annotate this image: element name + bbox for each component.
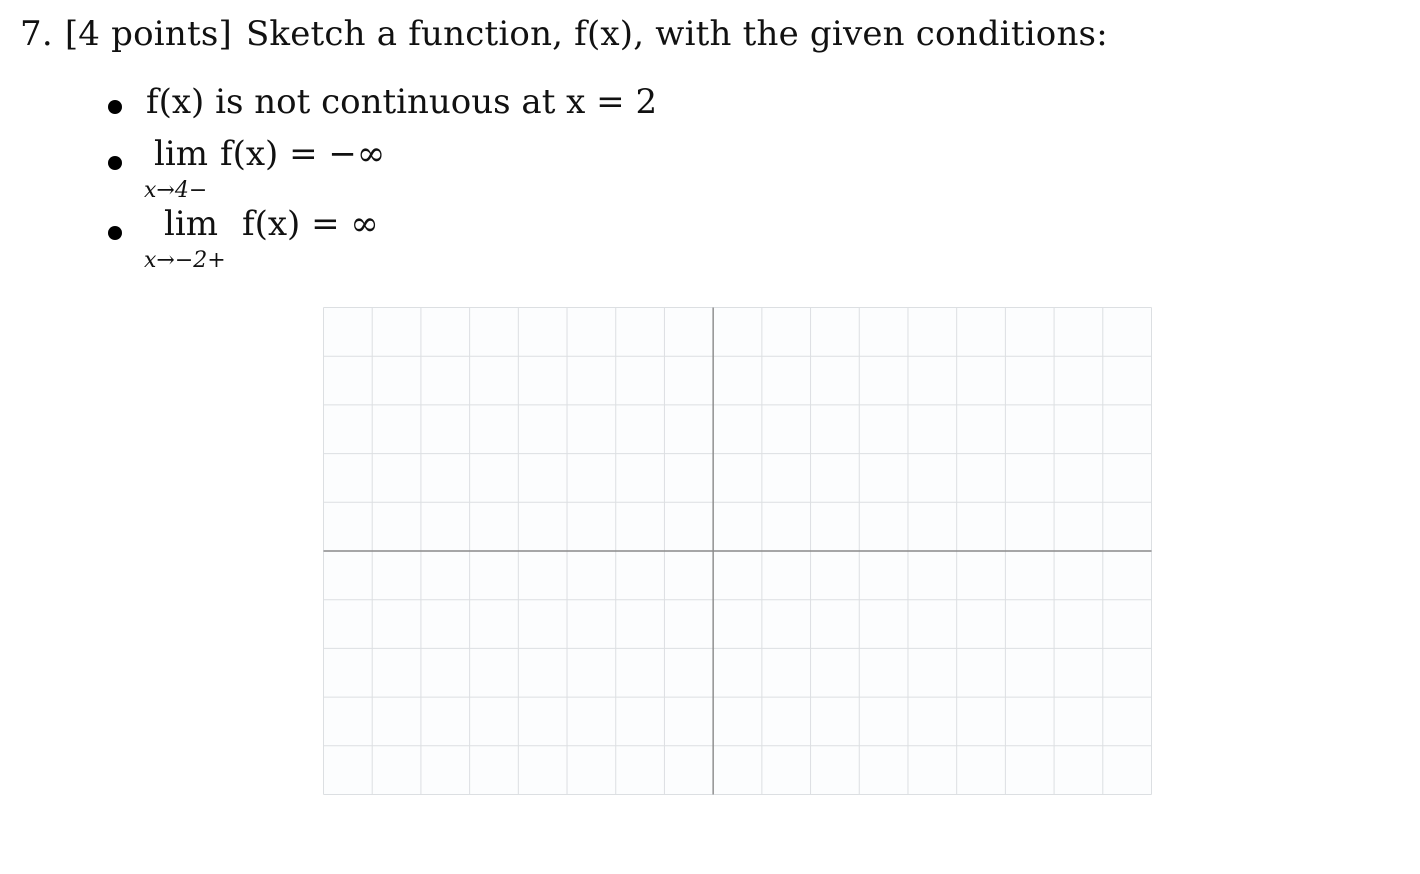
- limit-subscript: x→−2+: [144, 248, 226, 273]
- condition-1-text: f(x) is not continuous at x = 2: [146, 82, 658, 122]
- limit-value: f(x) = ∞: [242, 204, 379, 244]
- question-header: [20, 14, 1108, 54]
- limit-operator: lim: [154, 134, 208, 174]
- bullet-icon: [108, 156, 122, 170]
- bullet-icon: [108, 100, 122, 114]
- limit-operator: lim: [164, 204, 218, 244]
- question-points: [4 points]: [64, 14, 232, 54]
- question-prompt: Sketch a function, f(x), with the given conditions:: [245, 14, 1108, 54]
- limit-value: f(x) = −∞: [220, 134, 386, 174]
- limit-subscript: x→4−: [144, 178, 208, 203]
- bullet-icon: [108, 226, 122, 240]
- sketch-grid[interactable]: [323, 307, 1152, 795]
- question-number: 7.: [20, 14, 53, 54]
